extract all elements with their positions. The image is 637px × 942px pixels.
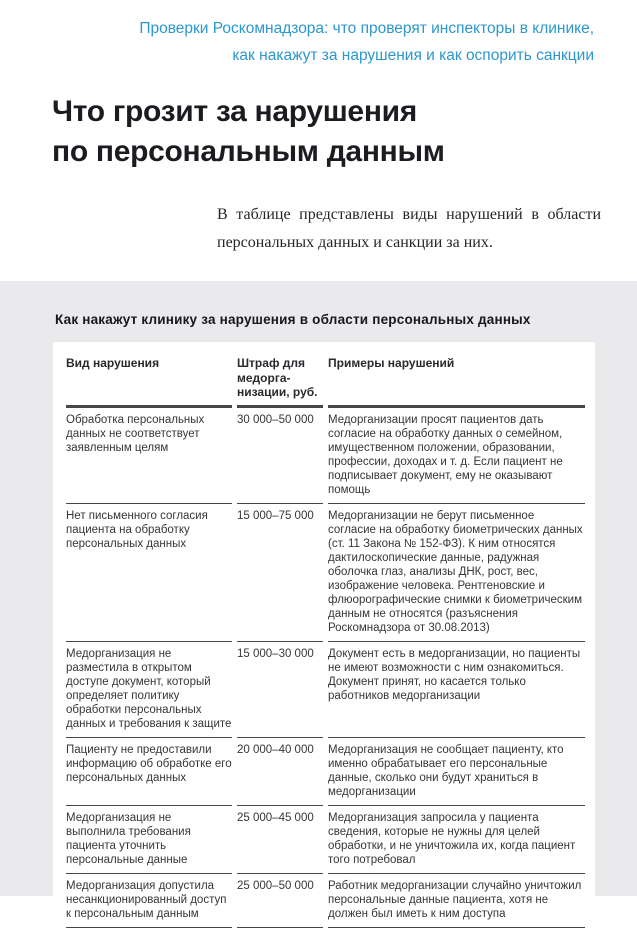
examples-cell: Работник медорганизации случайно уничтожил персональные данные пациента, хотя не должен был иметь к ним доступа bbox=[328, 874, 585, 928]
violation-cell: Медорганизация не разместила в открытом доступе документ, который определяет политику обработки персональных данных и требования к защите bbox=[66, 642, 232, 738]
violation-cell: Медорганизация допустила несанкционированный доступ к персональным данным bbox=[66, 874, 232, 928]
column-header-fine: Штраф для медорганизации, руб. bbox=[237, 354, 323, 408]
page-title-line-1: Что грозит за нарушения bbox=[52, 95, 417, 128]
violation-cell: Нет письменного согласия пациента на обработку персональных данных bbox=[66, 504, 232, 642]
page-title-line-2: по персональным данным bbox=[52, 135, 445, 168]
violation-cell: Медорганизация не выполнила требования пациента уточнить персональные данные bbox=[66, 806, 232, 874]
examples-cell: Медорганизация запросила у пациента сведения, которые не нужны для целей обработки, и не уничтожила их, когда пациент того потребовал bbox=[328, 806, 585, 874]
examples-cell: Документ есть в медорганизации, но пациенты не имеют возможности с ним ознакомиться. Документ принят, но касается только работников медорганизации bbox=[328, 642, 585, 738]
violation-cell: Обработка персональных данных не соответствует заявленным целям bbox=[66, 408, 232, 504]
table-section-heading: Как накажут клинику за нарушения в области персональных данных bbox=[55, 312, 531, 327]
fine-cell: 25 000–45 000 bbox=[237, 806, 323, 874]
column-header-examples: Примеры нарушений bbox=[328, 354, 585, 408]
table-row bbox=[66, 504, 585, 642]
violation-cell: Пациенту не предоставили информацию об обработке его персональных данных bbox=[66, 738, 232, 806]
fine-cell: 15 000–30 000 bbox=[237, 642, 323, 738]
table-row bbox=[66, 806, 585, 874]
header-row bbox=[66, 354, 585, 408]
examples-cell: Медорганизации просят пациентов дать согласие на обработку данных о семейном, имущественном положении, образовании, профессии, доходах и т. д. Если пациент не подписывает документ, ему не оказывают помощь bbox=[328, 408, 585, 504]
table-band bbox=[0, 281, 637, 920]
fine-cell: 20 000–40 000 bbox=[237, 738, 323, 806]
table-body bbox=[66, 408, 585, 928]
table-row bbox=[66, 642, 585, 738]
column-header-violation: Вид нарушения bbox=[66, 354, 232, 408]
table-header bbox=[66, 354, 585, 408]
kicker-line-1: Проверки Роскомнадзора: что проверят инспекторы в клинике, bbox=[139, 20, 594, 37]
kicker-line-2: как накажут за нарушения и как оспорить санкции bbox=[232, 47, 594, 64]
fine-cell: 30 000–50 000 bbox=[237, 408, 323, 504]
table-row bbox=[66, 408, 585, 504]
intro-paragraph: В таблице представлены виды нарушений в области персональных данных и санкции за них. bbox=[217, 206, 601, 251]
fine-cell: 15 000–75 000 bbox=[237, 504, 323, 642]
table-row bbox=[66, 738, 585, 806]
examples-cell: Медорганизация не сообщает пациенту, кто именно обрабатывает его персональные данные, сколько они будут храниться в медорганизации bbox=[328, 738, 585, 806]
violations-table bbox=[61, 354, 590, 928]
table-card bbox=[53, 342, 595, 942]
page-title bbox=[52, 92, 445, 172]
table-row bbox=[66, 874, 585, 928]
examples-cell: Медорганизации не берут письменное согласие на обработку биометрических данных (ст. 11 Закона № 152-ФЗ). К ним относятся дактилоскопические данные, радужная оболочка глаз, анализы ДНК, рост, вес, изображение человека. Рентгеновские и флюорографические снимки к биометрическим данным не относятся (разъяснения Роскомнадзора от 30.08.2013) bbox=[328, 504, 585, 642]
fine-cell: 25 000–50 000 bbox=[237, 874, 323, 928]
page-kicker bbox=[0, 15, 594, 69]
